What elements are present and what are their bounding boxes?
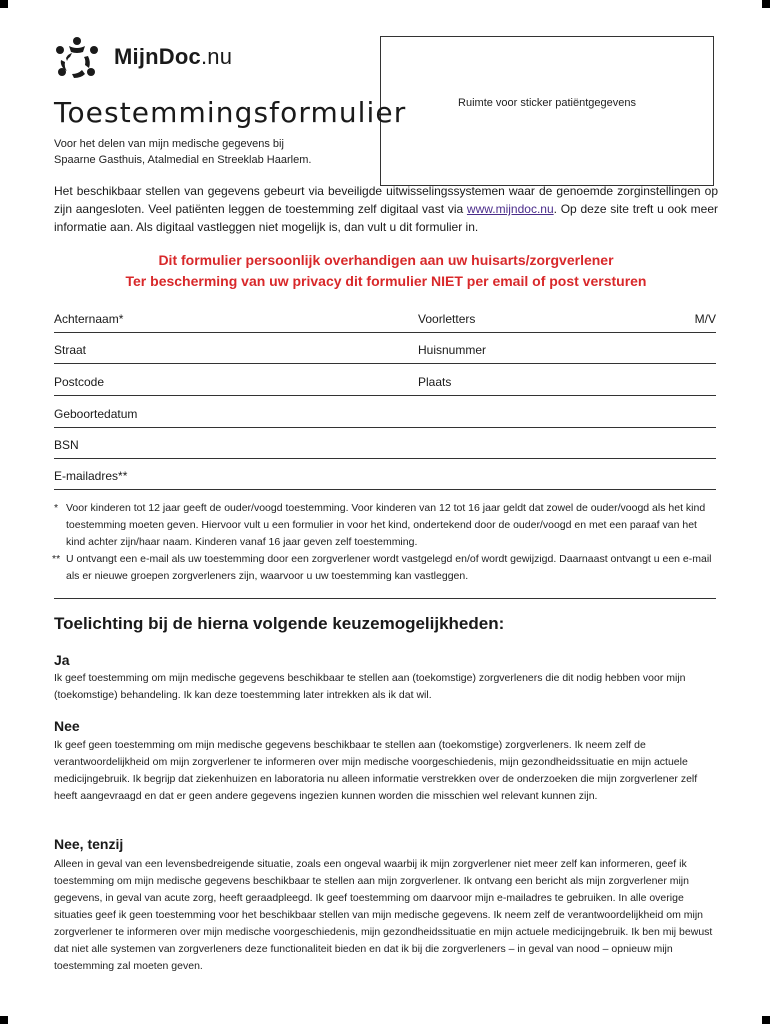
postcode-field[interactable]: Postcode	[54, 375, 105, 389]
section-title: Toelichting bij de hierna volgende keuzemogelijkheden:	[54, 614, 505, 633]
option-nee-title: Nee	[54, 718, 80, 734]
patient-sticker-box	[380, 36, 714, 186]
huisnummer-field[interactable]: Huisnummer	[418, 343, 487, 357]
registration-mark	[0, 0, 8, 8]
plaats-field[interactable]: Plaats	[418, 375, 452, 389]
mijndoc-link[interactable]: www.mijndoc.nu	[466, 202, 554, 216]
row-name	[54, 312, 716, 333]
row-city	[54, 375, 716, 396]
footnote: ** U ontvangt een e-mail als uw toestemming door een zorgverlener wordt vastgelegd en/of wordt gewijzigd. Daarnaast ontvangt u een e-mail als er nieuwe groepen zorgverleners zijn, waarvoor u uw toestemming kan vastleggen.	[52, 553, 712, 582]
row-bsn	[54, 438, 716, 459]
gender-field[interactable]: M/V	[694, 312, 716, 326]
brand-logo	[54, 36, 264, 80]
option-ja-text: Ik geef toestemming om mijn medische gegevens beschikbaar te stellen aan (toekomstige) zorgverleners die dit nodig hebben voor mijn (toekomstige) behandeling. Ik kan deze toestemming later intrekken als ik dat wil.	[54, 672, 686, 701]
option-nee-text: Ik geef geen toestemming om mijn medische gegevens beschikbaar te stellen aan (toekomstige) zorgverleners. Ik neem zelf de verantwoordelijkheid om mijn zorgverlener te informeren over mijn medische voorgeschiedenis, mijn gezondheidssituatie en mijn actuele medicijngebruik. Ik begrijp dat ziekenhuizen en laboratoria nu alleen informatie verstrekken over de onderzoeken die mijn zorgverlener zelf heeft aangevraagd en dat er geen andere gegevens ingezien kunnen worden die misschien wel relevant kunnen zijn.	[54, 739, 698, 802]
registration-mark	[0, 1016, 8, 1024]
option-tenzij-text: Alleen in geval van een levensbedreigende situatie, zoals een ongeval waarbij ik mijn zorgverlener niet meer zelf kan informeren, geef ik toestemming om mijn medische gegevens beschikbaar te stellen aan mijn zorgverlener. Ik ontvang een bericht als mijn zorgverlener mijn gegevens, in geval van acute zorg, heeft geraadpleegd. Ik geef toestemming om daarvoor mijn e-mailadres te gebruiken. In alle overige situaties geef ik geen toestemming voor het beschikbaar stellen van mijn medische gegevens. Ik neem zelf de verantwoordelijkheid om mijn zorgverlener te informeren over mijn medische voorgeschiedenis, mijn gezondheidssituatie en mijn actuele medicijngebruik. Ik ben mij bewust dat niet alle systemen van zorgverleners deze functionaliteit bieden en dat ik bij die zorgverleners – in geval van nood – opnieuw mijn toestemming zal moeten geven.	[54, 858, 713, 972]
subtitle: Voor het delen van mijn medische gegevens bij Spaarne Gasthuis, Atalmedial en Streeklab Haarlem.	[54, 138, 312, 166]
divider	[54, 598, 716, 599]
registration-mark	[762, 0, 770, 8]
warning-privacy: Ter bescherming van uw privacy dit formulier NIET per email of post versturen	[125, 273, 647, 289]
row-address	[54, 343, 716, 364]
option-tenzij-title: Nee, tenzij	[54, 836, 124, 852]
footnote: * Voor kinderen tot 12 jaar geeft de ouder/voogd toestemming. Voor kinderen van 12 tot 16 jaar geldt dat zowel de ouder/voogd als het kind toestemming moeten geven. Hiervoor vult u een formulier in voor het kind, ondertekend door de ouder/voogd en met een paraaf van het kind achter zijn/haar naam. Kinderen vanaf 16 jaar geven zelf toestemming.	[54, 502, 706, 548]
option-ja-title: Ja	[54, 652, 70, 668]
sticker-label: Ruimte voor sticker patiëntgegevens	[458, 97, 636, 109]
page-title: Toestemmingsformulier	[54, 96, 407, 129]
email-field[interactable]: E-mailadres**	[54, 469, 128, 483]
row-birthdate	[54, 407, 716, 428]
intro-paragraph: Het beschikbaar stellen van gegevens gebeurt via beveiligde uitwisselingssystemen waar de genoemde zorginstellingen op zijn aangesloten. Veel patiënten leggen de toestemming zelf digitaal vast via www.mijndoc.nu. Op deze site treft u ook meer informatie aan. Als digitaal vastleggen niet mogelijk is, dan vult u dit formulier in.	[54, 184, 718, 234]
footnotes	[54, 500, 718, 585]
people-circle-logo-icon	[54, 36, 100, 80]
row-email	[54, 469, 716, 490]
geboortedatum-field[interactable]: Geboortedatum	[54, 407, 138, 421]
warning-handover: Dit formulier persoonlijk overhandigen aan uw huisarts/zorgverlener	[158, 252, 614, 268]
registration-mark	[762, 1016, 770, 1024]
brand-name: MijnDoc.nu	[114, 44, 233, 69]
straat-field[interactable]: Straat	[54, 343, 87, 357]
voorletters-field[interactable]: Voorletters	[418, 312, 476, 326]
bsn-field[interactable]: BSN	[54, 438, 79, 452]
achternaam-field[interactable]: Achternaam*	[54, 312, 124, 326]
